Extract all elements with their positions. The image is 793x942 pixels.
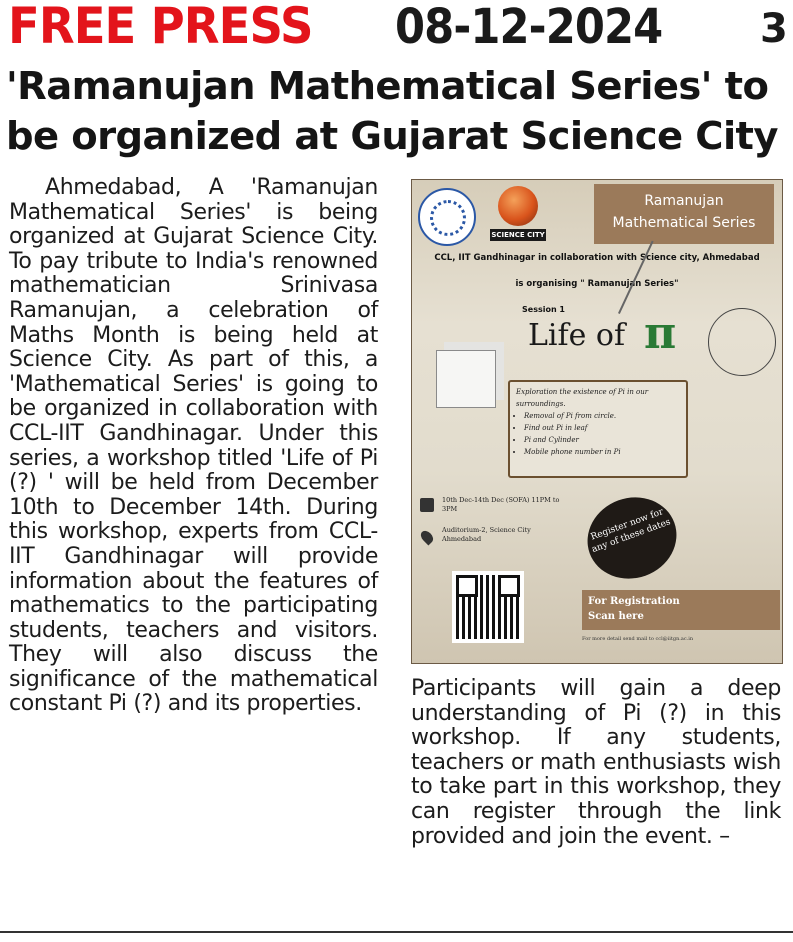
masthead	[8, 0, 788, 60]
page-bottom-rule	[0, 931, 793, 942]
register-badge: Register now for any of these dates	[576, 485, 688, 591]
poster-venue: Auditorium-2, Science City Ahmedabad	[442, 526, 531, 543]
article-body-left: Ahmedabad, A 'Ramanujan Mathematical Series' is being organized at Gujarat Science City. To pay tribute to India's renowned mathematician Srinivasa Ramanujan, a celebration of Maths Month is being held at Science City. As part of this, a 'Mathematical Series' is going to be organized in collaboration with CCL-IIT Gandhinagar. Under this series, a workshop titled 'Life of Pi (?) ' will be held from December 10th to December 14th. During this workshop, experts from CCL-IIT Gandhinagar will provide information about the features of mathematics to the participating students, teachers and visitors. They will also discuss the significance of the mathematical constant Pi (?) and its properties.	[9, 175, 378, 717]
science-city-logo	[490, 186, 546, 246]
poster-list-intro: Exploration the existence of Pi in our surroundings.	[516, 388, 649, 408]
poster-subtitle: is organising " Ramanujan Series"	[515, 279, 679, 289]
registration-line1: For Registration	[588, 596, 680, 607]
globe-icon	[498, 186, 538, 226]
science-city-logo-label: SCIENCE CITY	[491, 231, 545, 239]
poster-tag-line1: Ramanujan	[644, 193, 724, 209]
cube-drawing-icon	[436, 350, 496, 408]
poster-list-item: • Removal of Pi from circle.	[524, 410, 680, 422]
poster-life-of: Life of	[528, 318, 626, 353]
poster-topic-list	[508, 380, 688, 478]
page-number: 3	[760, 6, 788, 52]
poster-list-item: • Pi and Cylinder	[524, 434, 680, 446]
registration-line2: Scan here	[588, 611, 644, 622]
poster-list-item: • Mobile phone number in Pi	[524, 446, 680, 458]
calendar-icon	[420, 498, 434, 512]
poster-dates: 10th Dec-14th Dec (SOFA) 11PM to 3PM	[442, 496, 560, 513]
newspaper-name: FREE PRESS	[8, 0, 313, 55]
poster-series-tag	[594, 184, 774, 244]
event-poster-image	[411, 179, 783, 664]
issue-date: 08-12-2024	[395, 0, 663, 55]
sphere-drawing-icon	[708, 308, 776, 376]
qr-code-icon	[452, 571, 524, 643]
article-body-right: Participants will gain a deep understanding of Pi (?) in this workshop. If any students, teachers or math enthusiasts wish to take part in this workshop, they can register through the link provided and join the event. –	[411, 676, 781, 849]
article-headline: 'Ramanujan Mathematical Series' to be organized at Gujarat Science City	[6, 64, 778, 159]
registration-box	[582, 590, 780, 630]
pi-symbol: π	[644, 308, 677, 359]
poster-intro: CCL, IIT Gandhinagar in collaboration with Science city, Ahmedabad	[434, 253, 760, 263]
poster-footer: For more detail send mail to ccl@iitgn.ac.in	[582, 636, 694, 642]
iit-logo-icon	[418, 188, 476, 246]
location-pin-icon	[419, 529, 436, 546]
poster-tag-line2: Mathematical Series	[612, 215, 756, 231]
poster-list-item: • Find out Pi in leaf	[524, 422, 680, 434]
poster-session: Session 1	[522, 305, 565, 314]
